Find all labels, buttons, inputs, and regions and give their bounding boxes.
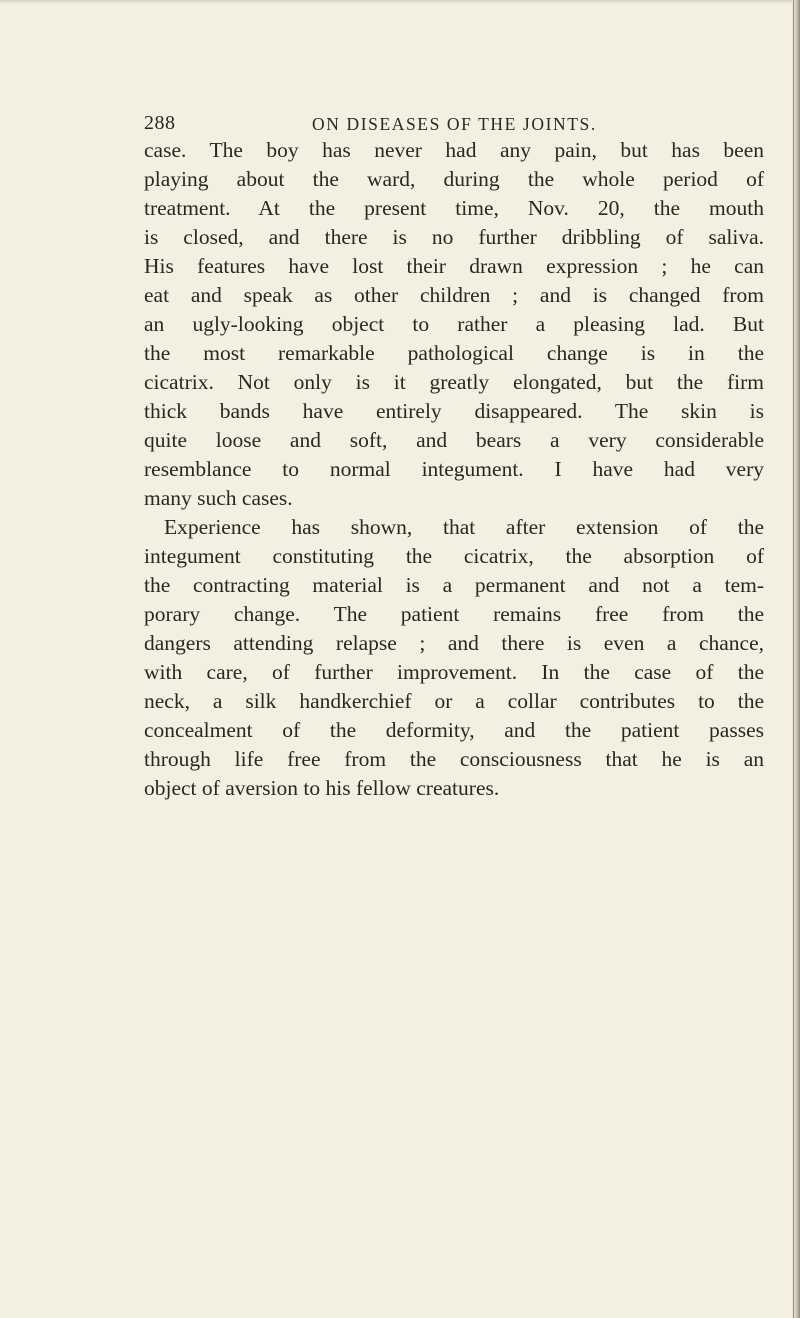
text-line: the most remarkable pathological change is in the xyxy=(144,341,764,365)
text-line: through life free from the consciousness that he is an xyxy=(144,747,764,771)
text-line: is closed, and there is no further dribbling of saliva. xyxy=(144,225,764,249)
text-line: His features have lost their drawn expression ; he can xyxy=(144,254,764,278)
text-line: Experience has shown, that after extension of the xyxy=(164,515,764,539)
page-number: 288 xyxy=(144,112,176,134)
page-top-shadow xyxy=(0,0,800,4)
text-line: treatment. At the present time, Nov. 20, the mouth xyxy=(144,196,764,220)
text-line: dangers attending relapse ; and there is even a chance, xyxy=(144,631,764,655)
text-line: object of aversion to his fellow creatures. xyxy=(144,776,500,800)
text-line: porary change. The patient remains free from the xyxy=(144,602,764,626)
text-line: concealment of the deformity, and the patient passes xyxy=(144,718,764,742)
body-text xyxy=(144,136,764,803)
text-line: thick bands have entirely disappeared. The skin is xyxy=(144,399,764,423)
text-line: cicatrix. Not only is it greatly elongated, but the firm xyxy=(144,370,764,394)
text-line: integument constituting the cicatrix, the absorption of xyxy=(144,544,764,568)
text-line: eat and speak as other children ; and is changed from xyxy=(144,283,764,307)
text-line: with care, of further improvement. In the case of the xyxy=(144,660,764,684)
text-line: playing about the ward, during the whole period of xyxy=(144,167,764,191)
page-edge-line xyxy=(793,0,794,1318)
running-title: ON DISEASES OF THE JOINTS. xyxy=(312,114,597,134)
text-line: quite loose and soft, and bears a very considerable xyxy=(144,428,764,452)
text-line: an ugly-looking object to rather a pleasing lad. But xyxy=(144,312,764,336)
text-line: resemblance to normal integument. I have had very xyxy=(144,457,764,481)
text-line: the contracting material is a permanent and not a tem- xyxy=(144,573,764,597)
text-line: case. The boy has never had any pain, but has been xyxy=(144,138,764,162)
text-line: neck, a silk handkerchief or a collar contributes to the xyxy=(144,689,764,713)
text-line: many such cases. xyxy=(144,486,293,510)
running-head xyxy=(144,112,764,138)
